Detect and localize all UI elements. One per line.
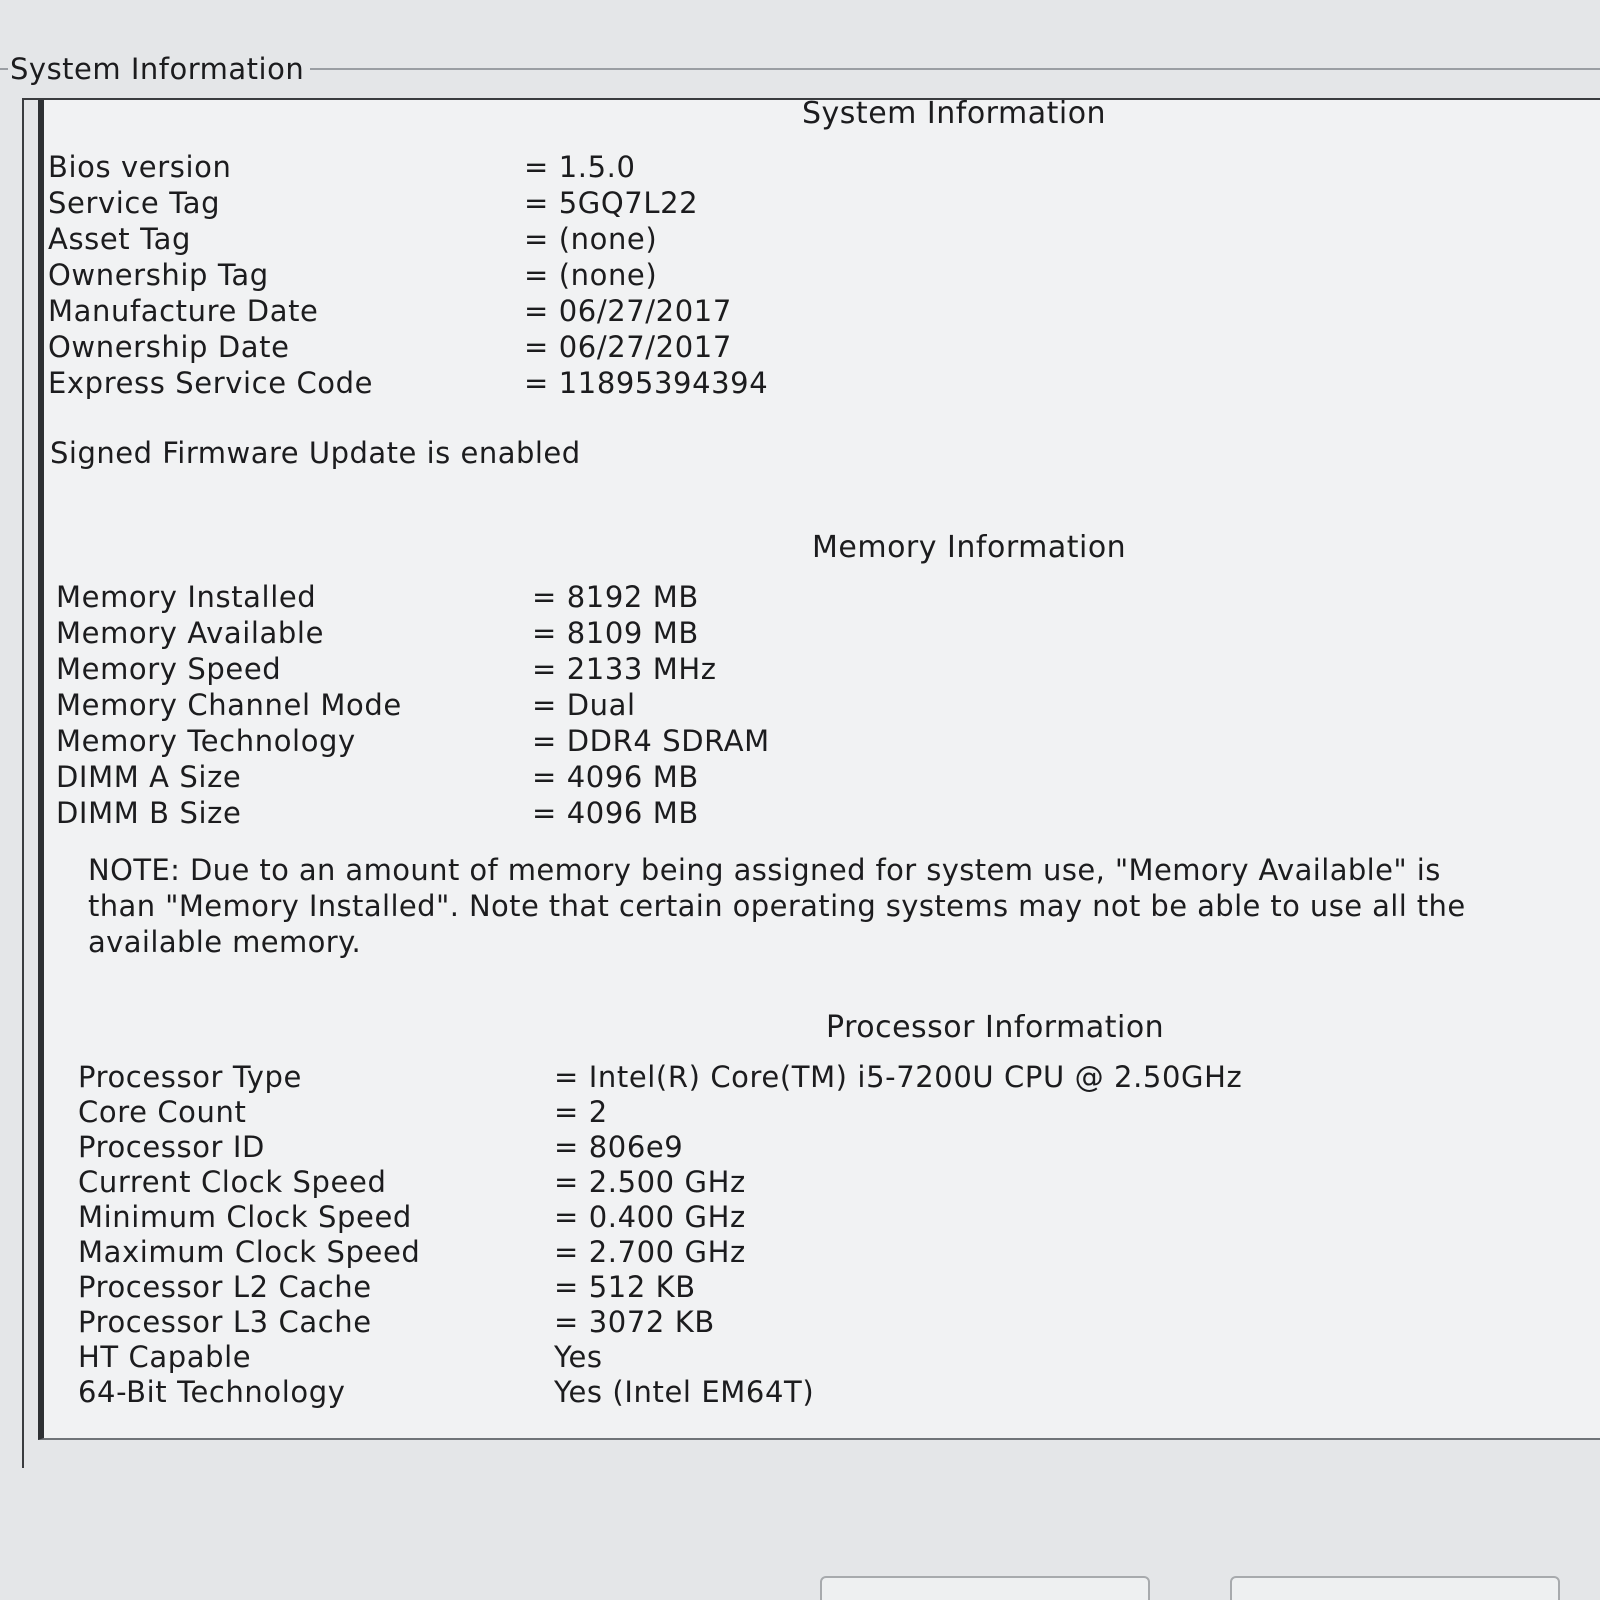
row-value: = Intel(R) Core(TM) i5-7200U CPU @ 2.50GHz (554, 1060, 1243, 1094)
signed-firmware-status: Signed Firmware Update is enabled (50, 436, 581, 470)
memory-note-line: available memory. (88, 925, 362, 959)
row-value: = 2.700 GHz (554, 1235, 746, 1269)
row-label: Core Count (78, 1095, 247, 1129)
row-label: HT Capable (78, 1340, 252, 1374)
row-value: = 2 (554, 1095, 608, 1129)
row-value: = 0.400 GHz (554, 1200, 746, 1234)
footer-button-right[interactable] (1230, 1576, 1560, 1600)
row-label: Maximum Clock Speed (78, 1235, 421, 1269)
info-panel[interactable] (38, 100, 1600, 1440)
row-value: Yes (Intel EM64T) (554, 1375, 815, 1409)
row-label: Memory Channel Mode (56, 688, 402, 722)
row-value: = Dual (532, 688, 636, 722)
row-value: = 4096 MB (532, 796, 699, 830)
processor-section-title: Processor Information (826, 1010, 1165, 1045)
row-label: Express Service Code (48, 366, 374, 400)
row-value: = 5GQ7L22 (524, 186, 699, 220)
row-value: Yes (554, 1340, 603, 1374)
row-label: Memory Technology (56, 724, 356, 758)
row-value: = 4096 MB (532, 760, 699, 794)
row-value: = 06/27/2017 (524, 330, 732, 364)
row-value: = 8192 MB (532, 580, 699, 614)
row-value: = DDR4 SDRAM (532, 724, 770, 758)
row-label: Processor L2 Cache (78, 1270, 372, 1304)
row-label: DIMM B Size (56, 796, 242, 830)
memory-note-line: than "Memory Installed". Note that certain operating systems may not be able to use all the (88, 889, 1466, 923)
row-value: = 1.5.0 (524, 150, 636, 184)
row-value: = 8109 MB (532, 616, 699, 650)
row-value: = (none) (524, 222, 658, 256)
groupbox-legend: System Information (8, 52, 310, 86)
row-value: = 3072 KB (554, 1305, 715, 1339)
row-label: Memory Speed (56, 652, 282, 686)
row-value: = 11895394394 (524, 366, 769, 400)
row-label: 64-Bit Technology (78, 1375, 346, 1409)
row-label: Processor ID (78, 1130, 265, 1164)
row-label: Service Tag (48, 186, 221, 220)
row-value: = 512 KB (554, 1270, 696, 1304)
row-label: Processor Type (78, 1060, 302, 1094)
row-label: Memory Installed (56, 580, 317, 614)
row-label: Current Clock Speed (78, 1165, 387, 1199)
row-value: = 2133 MHz (532, 652, 717, 686)
row-value: = 806e9 (554, 1130, 684, 1164)
row-label: Minimum Clock Speed (78, 1200, 412, 1234)
row-label: Bios version (48, 150, 232, 184)
system-section-title: System Information (802, 100, 1107, 131)
memory-section-title: Memory Information (812, 530, 1127, 565)
row-label: Manufacture Date (48, 294, 319, 328)
row-label: Asset Tag (48, 222, 191, 256)
row-value: = (none) (524, 258, 658, 292)
footer-button-left[interactable] (820, 1576, 1150, 1600)
memory-note-line: NOTE: Due to an amount of memory being assigned for system use, "Memory Available" is (88, 853, 1441, 887)
memory-note (88, 852, 1600, 960)
row-value: = 2.500 GHz (554, 1165, 746, 1199)
row-label: DIMM A Size (56, 760, 242, 794)
row-label: Memory Available (56, 616, 325, 650)
row-label: Processor L3 Cache (78, 1305, 372, 1339)
row-label: Ownership Date (48, 330, 290, 364)
info-frame (22, 98, 1600, 1468)
row-label: Ownership Tag (48, 258, 269, 292)
row-value: = 06/27/2017 (524, 294, 732, 328)
